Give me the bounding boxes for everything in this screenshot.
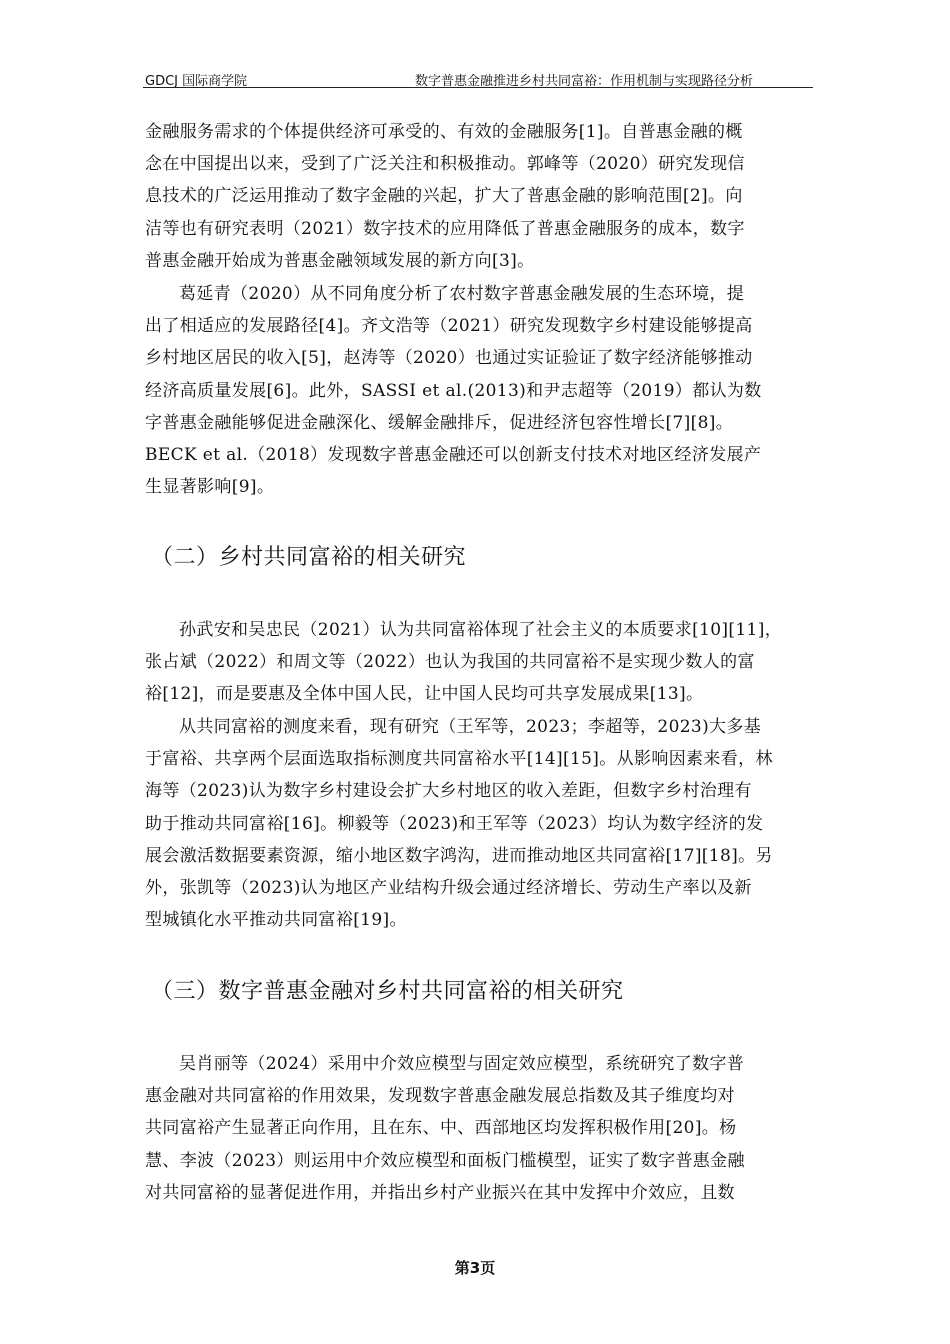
text-line: 洁等也有研究表明（2021）数字技术的应用降低了普惠金融服务的成本，数字	[145, 218, 745, 239]
text-line: 字普惠金融能够促进金融深化、缓解金融排斥，促进经济包容性增长[7][8]。	[145, 412, 734, 433]
paragraph-5	[145, 1048, 807, 1209]
header-paper-title: 数字普惠金融推进乡村共同富裕：作用机制与实现路径分析	[414, 74, 753, 89]
text-line: 金融服务需求的个体提供经济可承受的、有效的金融服务[1]。自普惠金融的概	[145, 122, 743, 142]
text-line: 慧、李波（2023）则运用中介效应模型和面板门槛模型，证实了数字普惠金融	[145, 1150, 745, 1171]
text-line: 息技术的广泛运用推动了数字金融的兴起，扩大了普惠金融的影响范围[2]。向	[145, 186, 743, 207]
page-number: 第3页	[454, 1259, 496, 1277]
paragraph-2	[145, 278, 807, 503]
text-line: 葛延青（2020）从不同角度分析了农村数字普惠金融发展的生态环境，提	[179, 284, 745, 304]
text-line: 裕[12]，而是要惠及全体中国人民，让中国人民均可共享发展成果[13]。	[145, 684, 704, 705]
text-line: 对共同富裕的显著促进作用，并指出乡村产业振兴在其中发挥中介效应，且数	[145, 1182, 735, 1203]
text-line: 助于推动共同富裕[16]。柳毅等（2023)和王军等（2023）均认为数字经济的发	[145, 813, 764, 834]
text-line: 念在中国提出以来，受到了广泛关注和积极推动。郭峰等（2020）研究发现信	[145, 154, 745, 175]
text-line: 乡村地区居民的收入[5]，赵涛等（2020）也通过实证验证了数字经济能够推动	[145, 348, 753, 369]
text-line: 惠金融对共同富裕的作用效果，发现数字普惠金融发展总指数及其子维度均对	[145, 1086, 735, 1107]
text-line: 张占斌（2022）和周文等（2022）也认为我国的共同富裕不是实现少数人的富	[145, 652, 755, 673]
text-line: 普惠金融开始成为普惠金融领域发展的新方向[3]。	[145, 250, 535, 271]
text-line: 型城镇化水平推动共同富裕[19]。	[145, 910, 407, 931]
paragraph-3	[145, 614, 807, 711]
text-line: 吴肖丽等（2024）采用中介效应模型与固定效应模型，系统研究了数字普	[179, 1054, 745, 1074]
text-line: 孙武安和吴忠民（2021）认为共同富裕体现了社会主义的本质要求[10][11]，	[179, 620, 783, 640]
section-heading-3: （三）数字普惠金融对乡村共同富裕的相关研究	[151, 979, 624, 1004]
text-line: 海等（2023)认为数字乡村建设会扩大乡村地区的收入差距，但数字乡村治理有	[145, 781, 752, 802]
text-line: 外，张凯等（2023)认为地区产业结构升级会通过经济增长、劳动生产率以及新	[145, 878, 752, 899]
paragraph-1	[145, 116, 807, 277]
text-line: 经济高质量发展[6]。此外，SASSI et al.(2013)和尹志超等（2019）都认为数	[145, 380, 762, 401]
header-institution: GDCJ 国际商学院	[145, 74, 248, 89]
text-line: 于富裕、共享两个层面选取指标测度共同富裕水平[14][15]。从影响因素来看，林	[145, 749, 773, 770]
running-header	[143, 70, 813, 88]
section-heading-2: （二）乡村共同富裕的相关研究	[151, 545, 467, 570]
header-divider	[143, 87, 813, 88]
paragraph-4	[145, 711, 807, 936]
text-line: 展会激活数据要素资源，缩小地区数字鸿沟，进而推动地区共同富裕[17][18]。另	[145, 845, 773, 866]
text-line: 共同富裕产生显著正向作用，且在东、中、西部地区均发挥积极作用[20]。杨	[145, 1118, 737, 1139]
text-line: 出了相适应的发展路径[4]。齐文浩等（2021）研究发现数字乡村建设能够提高	[145, 316, 753, 337]
text-line: 生显著影响[9]。	[145, 477, 275, 498]
text-line: BECK et al.（2018）发现数字普惠金融还可以创新支付技术对地区经济发展产	[145, 445, 762, 466]
text-line: 从共同富裕的测度来看，现有研究（王军等，2023；李超等，2023)大多基	[179, 717, 762, 737]
